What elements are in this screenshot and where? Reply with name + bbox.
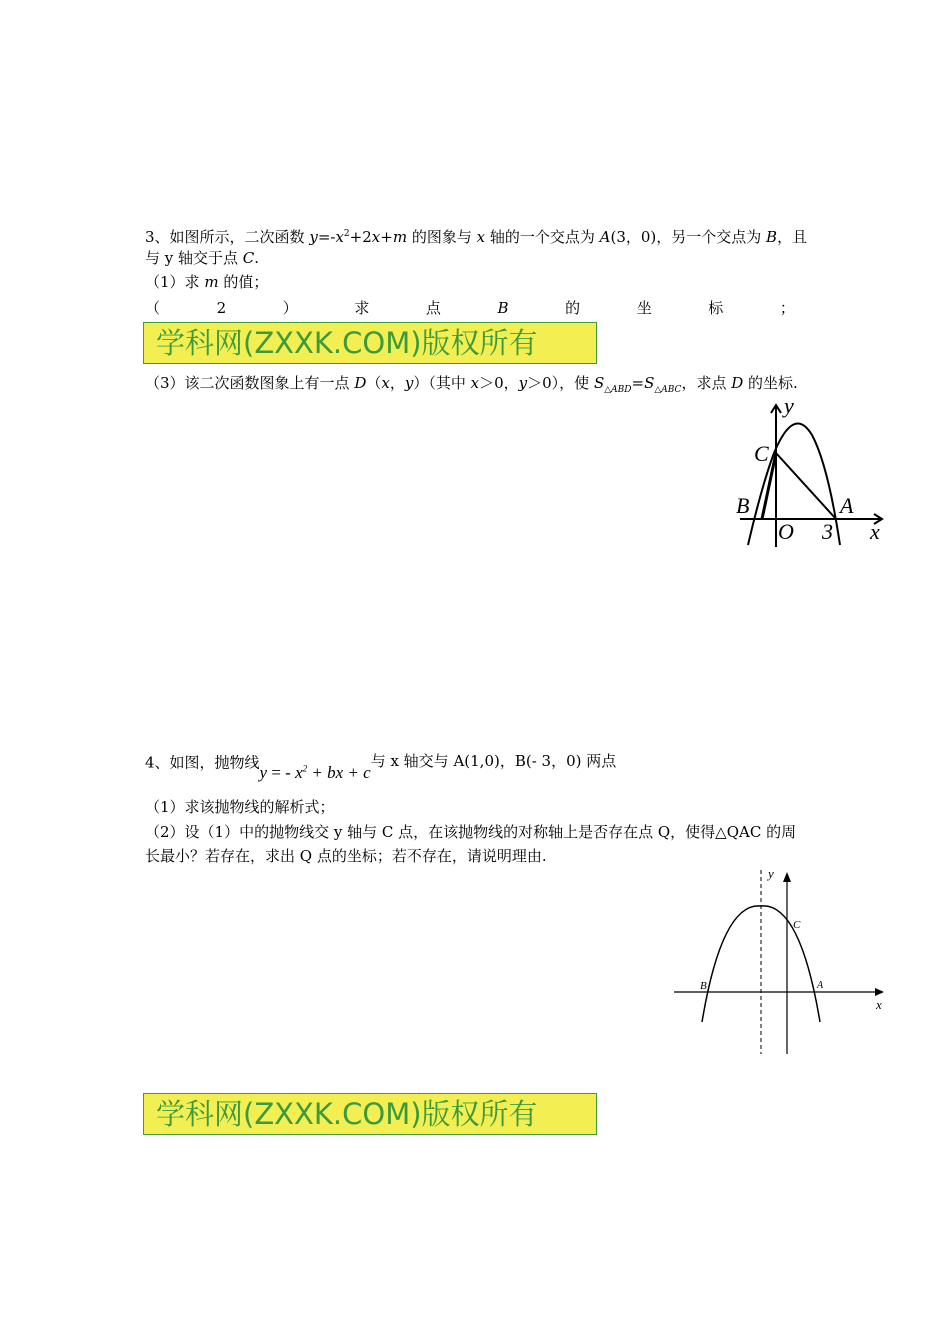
problem4-question2-line2: 长最小？若存在，求出 Q 点的坐标；若不存在，请说明理由.: [145, 847, 547, 865]
watermark-text-bottom: 学科网(ZXXK.COM)版权所有: [156, 1097, 538, 1131]
problem3-line2: 与 y 轴交于点 C.: [145, 249, 260, 267]
problem4-question2-line1: （2）设（1）中的抛物线交 y 轴与 C 点，在该抛物线的对称轴上是否存在点 Q，使得△QAC 的周: [145, 823, 797, 841]
problem3-question3: （3）该二次函数图象上有一点 D（x，y）（其中 x＞0，y＞0），使 $S_{\triangle ABD}=S_{\triangle ABC}$，求点 D 的坐标.: [145, 374, 798, 395]
fig3-label-C: C: [754, 441, 769, 466]
problem4-question1: （1）求该抛物线的解析式；: [145, 798, 335, 816]
watermark-text: 学科网(ZXXK.COM)版权所有: [156, 326, 538, 360]
fig4-label-x: x: [876, 997, 882, 1012]
watermark-banner-bottom: [143, 1093, 597, 1135]
fig3-label-x: x: [870, 519, 880, 544]
fig4-label-y: y: [768, 866, 774, 881]
fig3-label-O: O: [778, 519, 794, 544]
problem4-formula: y = - $x^2$ + bx + c: [259, 762, 371, 782]
problem3-figure: [732, 395, 892, 555]
watermark-banner: [143, 322, 597, 364]
problem4-figure: [672, 862, 892, 1062]
problem3-question2: （ 2 ） 求 点 B 的 坐 标 ；: [145, 299, 795, 317]
fig4-y-arrow: [783, 872, 791, 882]
fig3-label-3: 3: [822, 519, 833, 544]
fig4-x-arrow: [875, 988, 884, 996]
fig3-label-A: A: [840, 493, 854, 518]
fig3-segment-CA: [776, 453, 836, 519]
fig4-label-B: B: [700, 980, 707, 992]
fig3-label-y: y: [784, 395, 794, 418]
problem3-question1: （1）求 m 的值；: [145, 273, 269, 291]
fig3-label-B: B: [736, 493, 750, 518]
fig4-label-C: C: [793, 919, 801, 931]
problem3-line1: 3、如图所示，二次函数 $y=-x^2+2x+m$ 的图象与 x 轴的一个交点为 A(3，0)，另一个交点为 B，且: [145, 228, 808, 246]
problem4-line1: 4、如图，抛物线y = - $x^2$ + bx + c与 x 轴交与 A(1,0)，B(- 3，0) 两点: [145, 751, 617, 782]
fig4-label-A: A: [817, 980, 824, 991]
